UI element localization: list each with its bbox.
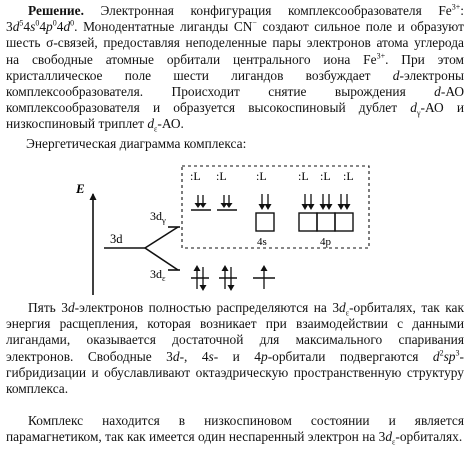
exponent: 2: [439, 348, 444, 358]
orbital-letter: d: [63, 19, 71, 35]
text: -АО комплексообразователя и образуется высокоспиновый дублет: [6, 84, 464, 116]
text: - и 4: [213, 348, 261, 364]
text: создают сильное поле и образуют шесть σ-связей, предоставляя неподеленные пары электронов атома углерода на свободные атомные орбитали центрального иона Fe: [6, 19, 464, 67]
ligand-label: :L: [216, 169, 227, 183]
exponent: 0: [52, 18, 57, 28]
label-3d: 3d: [110, 232, 123, 246]
orbital-letter: d: [339, 300, 346, 315]
text: 4: [56, 19, 64, 35]
orbital-letter: s: [30, 19, 36, 35]
orbital-letter: sp: [443, 348, 456, 364]
split-line-upper: [145, 227, 178, 248]
paragraph-solution: [6, 3, 464, 133]
ligand-label: :L: [256, 169, 267, 183]
label-dgamma: $3d_\gamma$: [150, 209, 166, 225]
text: -АО.: [157, 116, 184, 132]
text: -электронов полностью распределяются на 3: [74, 300, 340, 315]
orbital-letter: d: [172, 348, 180, 364]
dgamma-orbital: [217, 195, 237, 210]
orbital-letter: d: [67, 300, 75, 315]
exponent: 0: [35, 18, 40, 28]
paragraph-explanation: [6, 300, 464, 397]
text: -орбитали подвергаются: [267, 348, 433, 364]
ligand-label: :L: [298, 169, 309, 183]
orbital-4p-box: [335, 213, 353, 231]
diagram-caption: Энергетическая диаграмма комплекса:: [26, 136, 247, 151]
orbital-letter: d: [385, 429, 393, 445]
subscript: ε: [154, 125, 158, 135]
orbital-letter: d: [432, 348, 440, 364]
subscript: ε: [345, 308, 350, 318]
orbital-4p-box: [299, 213, 317, 231]
ligand-label: :L: [320, 169, 331, 183]
paragraph-conclusion: [6, 413, 464, 445]
ligand-label: :L: [343, 169, 354, 183]
orbital-letter: p: [260, 348, 268, 364]
electron-pair-4p: [320, 194, 333, 210]
text: Электронная конфигурация комплексообразователя: [83, 3, 439, 18]
ligand-charge: −: [252, 18, 257, 28]
text: . Монодентатные лиганды CN: [74, 19, 253, 35]
ion-charge: 3+: [451, 2, 461, 12]
text: 4: [23, 19, 31, 35]
subscript: ε: [392, 437, 396, 447]
depsilon-orbital-paired: [219, 265, 237, 291]
exponent: 0: [70, 18, 75, 28]
depsilon-orbital-paired: [191, 265, 209, 291]
text: -орбиталях, так как энергия расщепления, которая возникает при взаимодействии с данными лигандами, оказывается достаточной для максимального спаривания электронов. Свободные 3: [6, 300, 464, 364]
label-4s: 4s: [257, 236, 267, 248]
text: -орбиталях.: [395, 429, 463, 445]
label-depsilon: $3d_\varepsilon$: [150, 267, 166, 283]
text: -АО и низкоспиновый триплет: [6, 100, 464, 132]
text: -, 4: [179, 348, 209, 364]
ion-charge: 3+: [376, 51, 386, 61]
text: . При этом кристаллическое поле шести лигандов возбуждает: [6, 51, 464, 83]
ion-symbol: Fe: [438, 3, 452, 18]
dgamma-orbital: [191, 195, 211, 210]
exponent: 3: [455, 348, 460, 358]
solution-heading: Решение.: [28, 3, 84, 18]
text: 4: [39, 19, 47, 35]
text: : 3: [6, 3, 464, 35]
orbital-letter: s: [208, 348, 214, 364]
orbital-4s-box: [256, 213, 274, 231]
depsilon-orbital-unpaired: [253, 265, 275, 289]
text: Пять 3: [28, 300, 68, 315]
orbital-letter: p: [46, 19, 53, 35]
label-4p: 4p: [320, 236, 331, 248]
subscript: γ: [416, 108, 421, 118]
electron-pair-4p: [338, 194, 351, 210]
orbital-4p-box: [317, 213, 335, 231]
orbital-letter: d: [410, 100, 417, 116]
orbital-letter: d: [12, 19, 20, 35]
energy-diagram: [0, 150, 469, 300]
text: -электроны комплексообразователя. Происходит снятие вырождения: [6, 67, 464, 100]
text: Комплекс находится в низкоспиновом состоянии и является парамагнетиком, так как имеется один неспаренный электрон на 3: [6, 413, 464, 445]
orbital-letter: d: [392, 67, 400, 83]
text: -гибридизации и обуславливают октаэдрическую пространственную структуру комплекса.: [6, 348, 464, 397]
orbital-letter: d: [147, 116, 155, 132]
electron-pair-4p: [302, 194, 315, 210]
energy-axis-label: E: [76, 181, 85, 196]
ligand-label: :L: [190, 169, 201, 183]
orbital-letter: d: [434, 84, 441, 100]
exponent: 5: [19, 18, 24, 28]
electron-pair-4s: [259, 194, 272, 210]
